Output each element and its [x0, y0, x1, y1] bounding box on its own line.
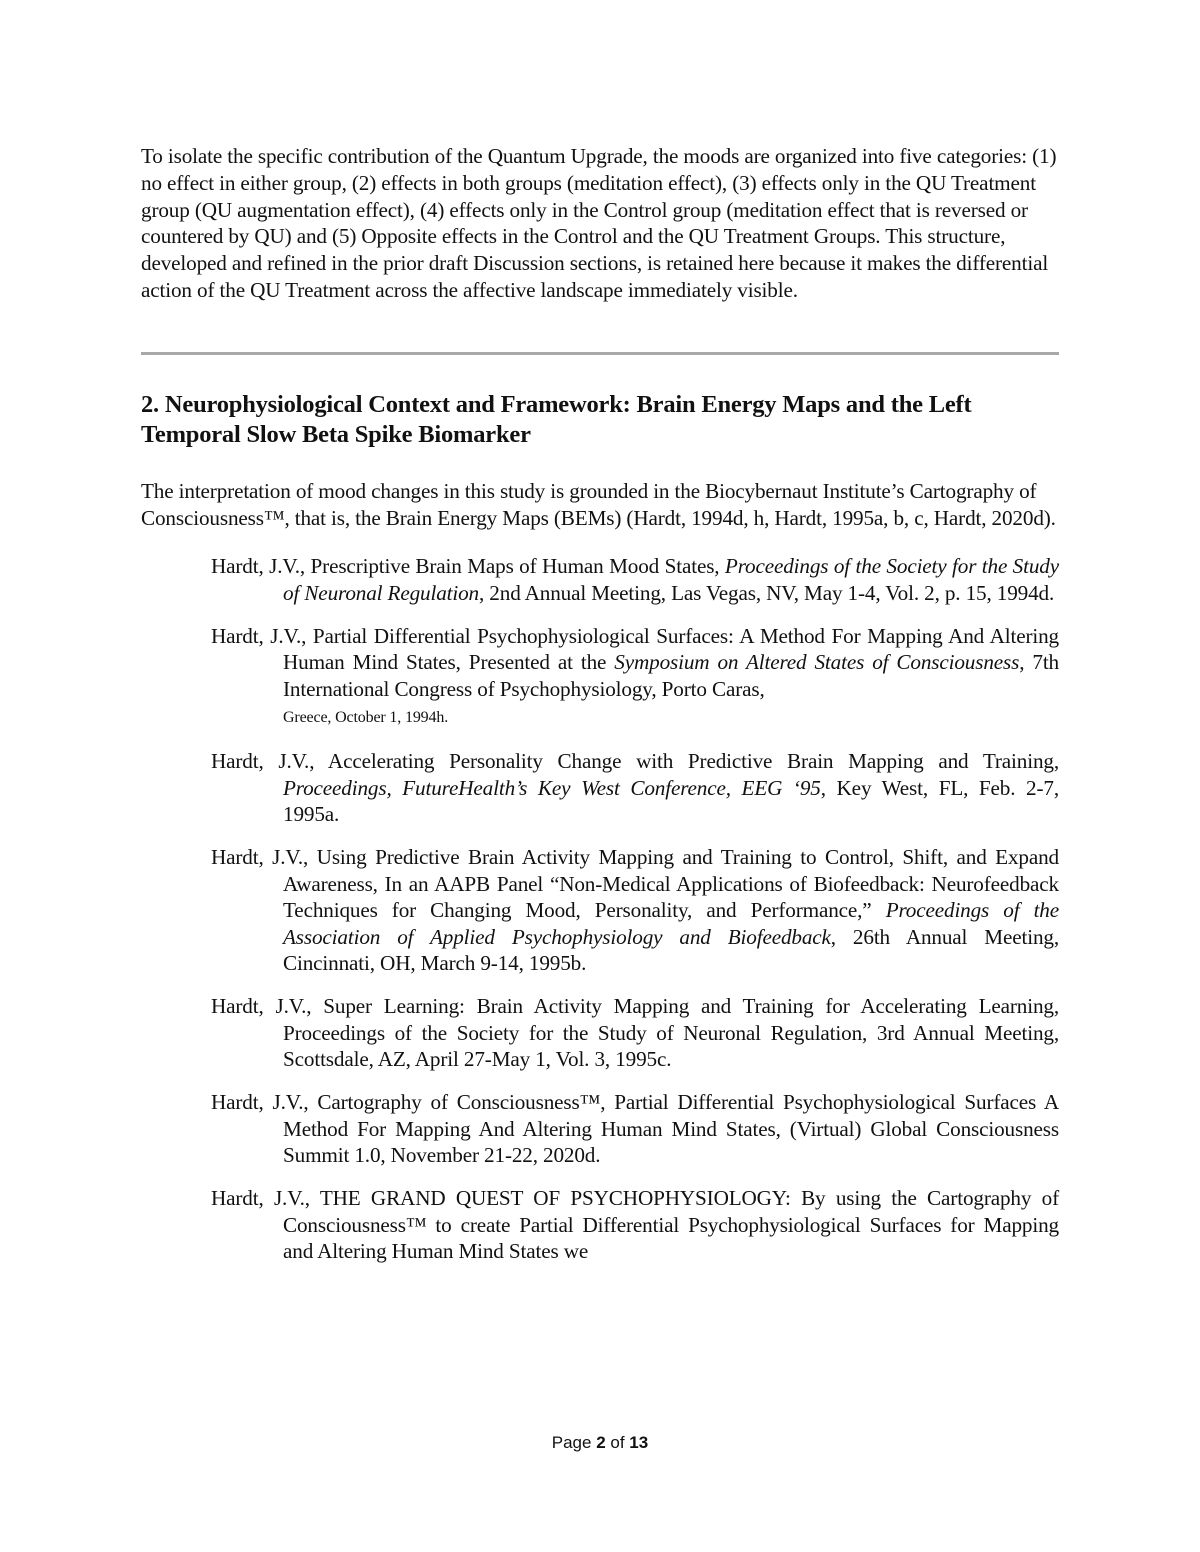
reference-item — [211, 553, 1059, 606]
reference-details: , Key West, FL, Feb. 2-7, 1995a. — [283, 775, 1059, 827]
reference-item — [211, 993, 1059, 1073]
page-label: Page — [551, 1433, 597, 1452]
reference-item — [211, 1185, 1059, 1265]
page-number: 2 — [596, 1433, 606, 1452]
page-footer — [0, 1433, 1200, 1453]
reference-title: Cartography of Consciousness™, Partial Differential Psychophysiological Surfaces A Method For Mapping And Altering Human Mind States, (Virtual) Global Consciousness Summit 1.0, November 21-22, 2020d. — [283, 1090, 1059, 1168]
reference-author: Hardt, J.V., — [211, 749, 328, 774]
section-divider — [141, 352, 1059, 355]
opening-paragraph: To isolate the specific contribution of the Quantum Upgrade, the moods are organized into five categories: (1) no effect in either group, (2) effects in both groups (meditation effect), (3) effects only in the QU Treatment group (QU augmentation effect), (4) effects only in the Control group (meditation effect that is reversed or countered by QU) and (5) Opposite effects in the Control and the QU Treatment Groups. This structure, developed and refined in the prior draft Discussion sections, is retained here because it makes the differential action of the QU Treatment across the affective landscape immediately visible. — [141, 144, 1057, 302]
reference-author: Hardt, J.V., — [211, 1090, 318, 1115]
reference-author: Hardt, J.V., — [211, 845, 317, 870]
reference-venue: Proceedings, FutureHealth’s Key West Conference, EEG ‘95 — [283, 775, 821, 800]
reference-details: , 2nd Annual Meeting, Las Vegas, NV, May 1-4, Vol. 2, p. 15, 1994d. — [479, 580, 1055, 605]
reference-venue: Proceedings of the Society for the Study of Neuronal Regulation — [283, 554, 1059, 605]
reference-author: Hardt, J.V., — [211, 554, 311, 579]
page-total: 13 — [629, 1433, 649, 1452]
reference-venue: Proceedings of the Association of Applied Psychophysiology and Biofeedback — [283, 898, 1059, 949]
reference-author: Hardt, J.V., — [211, 994, 324, 1019]
reference-venue: Symposium on Altered States of Consciousness — [614, 650, 1020, 675]
reference-item — [211, 1089, 1059, 1169]
reference-title: Using Predictive Brain Activity Mapping and Training to Control, Shift, and Expand Awareness, In an AAPB Panel “Non-Medical Applications of Biofeedback: Neurofeedback Techniques for Changing Mood, Personality, and Performance,” — [283, 845, 1060, 923]
reference-author: Hardt, J.V., — [211, 623, 313, 648]
reference-title: Accelerating Personality Change with Predictive Brain Mapping and Training, — [327, 749, 1059, 774]
reference-details: , 26th Annual Meeting, Cincinnati, OH, March 9-14, 1995b. — [283, 924, 1059, 976]
reference-details-small: Greece, October 1, 1994h. — [283, 709, 449, 727]
reference-author: Hardt, J.V., — [211, 1186, 320, 1211]
reference-title: Prescriptive Brain Maps of Human Mood States, — [310, 554, 725, 579]
of-label: of — [605, 1433, 630, 1452]
intro-paragraph: The interpretation of mood changes in this study is grounded in the Biocybernaut Institute’s Cartography of Consciousness™, that is, the Brain Energy Maps (BEMs) (Hardt, 1994d, h, Hardt, 1995a, b, c, Hardt, 2020d). — [141, 478, 1056, 530]
document-page — [141, 143, 1059, 1281]
reference-title: THE GRAND QUEST OF PSYCHOPHYSIOLOGY: By using the Cartography of Consciousness™ to create Partial Differential Psychophysiological Surfaces for Mapping and Altering Human Mind States we — [283, 1186, 1059, 1264]
reference-title: Partial Differential Psychophysiological Surfaces: A Method For Mapping And Altering Human Mind States, Presented at the — [283, 623, 1059, 675]
reference-item — [211, 748, 1059, 828]
reference-title: Super Learning: Brain Activity Mapping and Training for Accelerating Learning, Proceedings of the Society for the Study of Neuronal Regulation, 3rd Annual Meeting, Scottsdale, AZ, April 27-May 1, Vol. 3, 1995c. — [283, 994, 1059, 1072]
reference-item — [211, 623, 1059, 732]
reference-item — [211, 844, 1059, 977]
reference-details: , 7th International Congress of Psychophysiology, Porto Caras, — [283, 650, 1059, 701]
section-heading: 2. Neurophysiological Context and Framework: Brain Energy Maps and the Left Temporal Slow Beta Spike Biomarker — [141, 390, 972, 448]
reference-list — [141, 553, 1059, 1265]
